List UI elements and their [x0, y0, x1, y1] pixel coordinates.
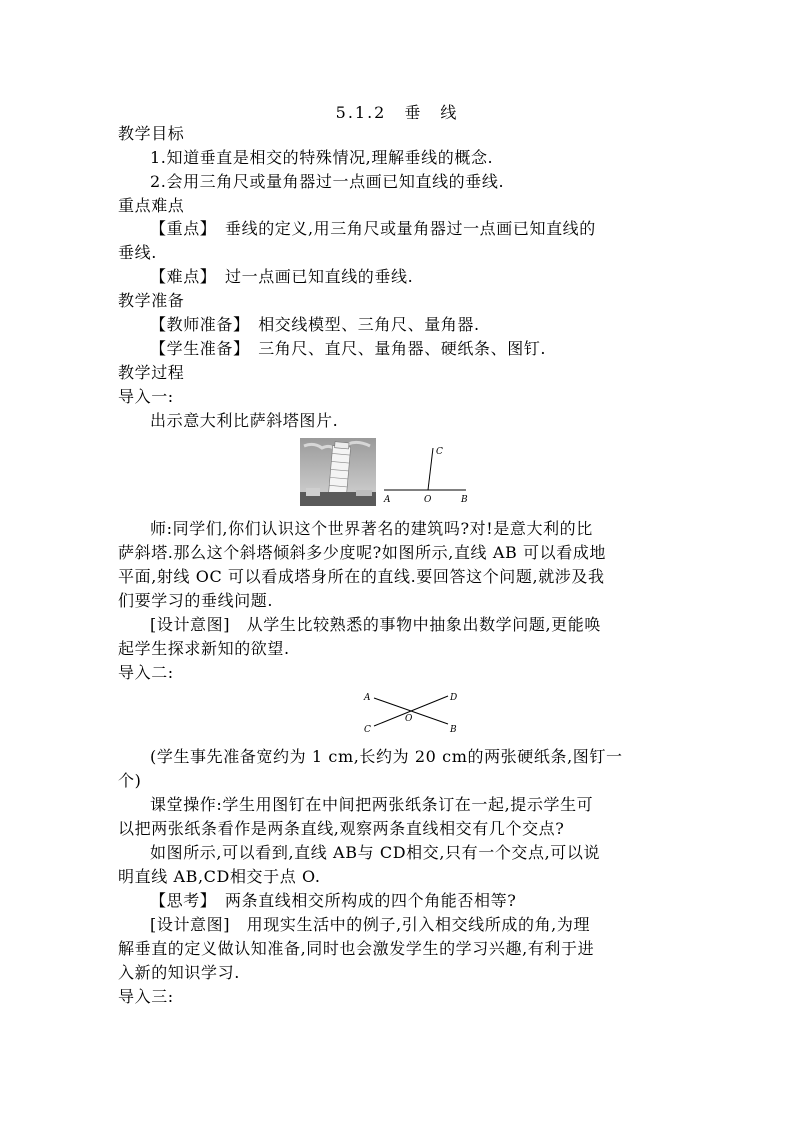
key-point-line-2: 垂线. — [118, 243, 157, 262]
design-intent-2-line-1: [设计意图] 用现实生活中的例子,引入相交线所成的角,为理 — [150, 915, 591, 934]
goal-2: 2.会用三角尺或量角器过一点画已知直线的垂线. — [150, 172, 505, 191]
intersecting-lines-figure — [360, 688, 460, 738]
intro-1-instruction: 出示意大利比萨斜塔图片. — [150, 411, 339, 430]
section-heading-goals: 教学目标 — [118, 124, 185, 143]
label-o: O — [424, 495, 432, 505]
design-intent-1-line-1: [设计意图] 从学生比较熟悉的事物中抽象出数学问题,更能唤 — [150, 615, 601, 634]
design-intent-2-line-2: 解垂直的定义做认知准备,同时也会激发学生的学习兴趣,有利于进 — [118, 939, 595, 958]
teacher-dialogue-1: 师:同学们,你们认识这个世界著名的建筑吗?对!是意大利的比 — [150, 519, 593, 538]
section-heading-process: 教学过程 — [118, 363, 185, 382]
class-activity-line-1: 课堂操作:学生用图钉在中间把两张纸条订在一起,提示学生可 — [150, 795, 594, 814]
label-a: A — [364, 693, 371, 703]
label-c: C — [364, 725, 371, 735]
label-d: D — [450, 693, 458, 703]
ray-diagram — [383, 447, 468, 505]
teacher-preparation: 【教师准备】 相交线模型、三角尺、量角器. — [150, 315, 480, 334]
leaning-tower-figure — [300, 438, 480, 508]
key-point-line-1: 【重点】 垂线的定义,用三角尺或量角器过一点画已知直线的 — [150, 219, 596, 238]
design-intent-1-line-2: 起学生探求新知的欲望. — [118, 639, 290, 658]
intro-2-heading: 导入二: — [118, 663, 174, 682]
teacher-dialogue-2: 萨斜塔.那么这个斜塔倾斜多少度呢?如图所示,直线 AB 可以看成地 — [118, 543, 607, 562]
think-question: 【思考】 两条直线相交所构成的四个角能否相等? — [150, 891, 517, 910]
materials-line-2: 个) — [118, 771, 142, 790]
intro-3-heading: 导入三: — [118, 987, 174, 1006]
section-heading-preparation: 教学准备 — [118, 291, 185, 310]
intro-1-heading: 导入一: — [118, 387, 174, 406]
ray-oc — [428, 448, 433, 490]
page-title: 5.1.2 垂 线 — [335, 103, 459, 122]
observation-line-2: 明直线 AB,CD相交于点 O. — [118, 867, 321, 886]
label-b: B — [450, 725, 457, 735]
difficult-point: 【难点】 过一点画已知直线的垂线. — [150, 267, 414, 286]
leaning-tower-photo — [300, 438, 376, 506]
label-o: O — [405, 714, 413, 724]
materials-line-1: (学生事先准备宽约为 1 cm,长约为 20 cm的两张硬纸条,图钉一 — [150, 747, 623, 766]
label-b: B — [461, 495, 468, 505]
teacher-dialogue-3: 平面,射线 OC 可以看成塔身所在的直线.要回答这个问题,就涉及我 — [118, 567, 605, 586]
goal-1: 1.知道垂直是相交的特殊情况,理解垂线的概念. — [150, 148, 494, 167]
class-activity-line-2: 以把两张纸条看作是两条直线,观察两条直线相交有几个交点? — [118, 819, 565, 838]
teacher-dialogue-4: 们要学习的垂线问题. — [118, 591, 274, 610]
label-a: A — [384, 495, 391, 505]
observation-line-1: 如图所示,可以看到,直线 AB与 CD相交,只有一个交点,可以说 — [150, 843, 601, 862]
section-heading-key-points: 重点难点 — [118, 196, 185, 215]
student-preparation: 【学生准备】 三角尺、直尺、量角器、硬纸条、图钉. — [150, 339, 547, 358]
design-intent-2-line-3: 入新的知识学习. — [118, 963, 240, 982]
label-c: C — [436, 447, 443, 457]
